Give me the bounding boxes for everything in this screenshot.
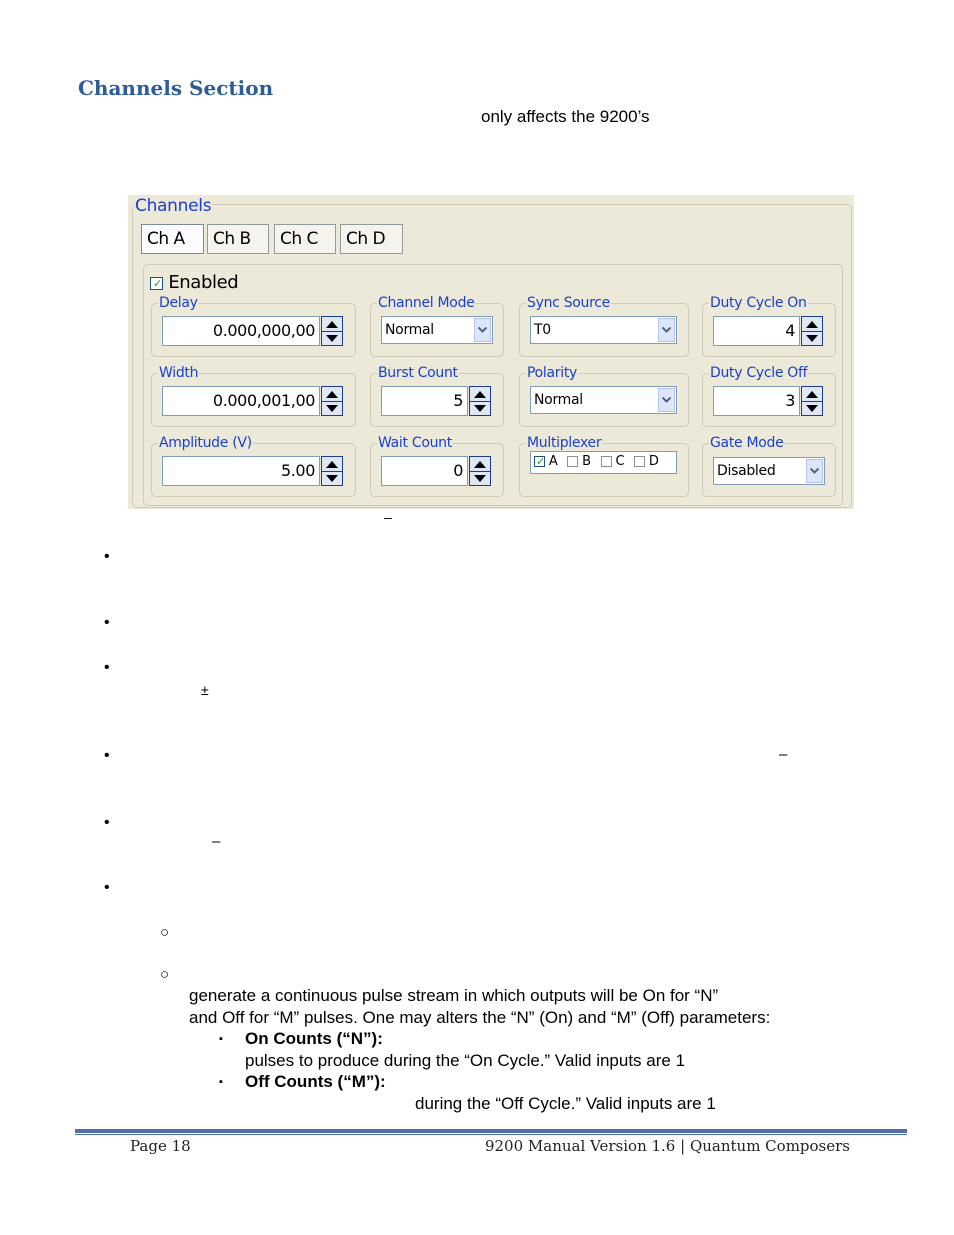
channel-mode-value: Normal bbox=[385, 322, 434, 338]
sub-bullet-icon: ○ bbox=[160, 966, 170, 983]
spin-up-icon[interactable] bbox=[322, 457, 342, 471]
spin-down-icon[interactable] bbox=[470, 471, 490, 485]
bullet-icon: • bbox=[104, 879, 110, 896]
duty-cycle-on-label: Duty Cycle On bbox=[710, 295, 807, 311]
checkmark-icon: ✓ bbox=[536, 455, 545, 468]
delay-spinner[interactable] bbox=[321, 316, 343, 346]
channel-mode-label: Channel Mode bbox=[378, 295, 475, 311]
manual-version: 9200 Manual Version 1.6 | Quantum Composers bbox=[484, 1137, 850, 1155]
duty-cycle-line-1: generate a continuous pulse stream in which outputs will be On for “N” bbox=[189, 986, 719, 1005]
mux-option-d[interactable] bbox=[634, 454, 659, 469]
channels-title: Channels bbox=[135, 196, 212, 216]
checkbox-icon bbox=[534, 456, 545, 467]
channel-mode-select[interactable] bbox=[381, 316, 493, 344]
enabled-label: Enabled bbox=[168, 272, 239, 293]
duty-cycle-on-input[interactable]: 4 bbox=[713, 316, 800, 346]
plusminus-symbol: ± bbox=[201, 682, 209, 698]
duty-cycle-off-spinner[interactable] bbox=[801, 386, 823, 416]
en-dash: – bbox=[779, 746, 788, 763]
spin-down-icon[interactable] bbox=[802, 401, 822, 415]
checkbox-icon bbox=[634, 456, 645, 467]
square-bullet-icon: ▪ bbox=[219, 1033, 223, 1045]
sync-source-value: T0 bbox=[534, 322, 551, 338]
footer-rule bbox=[75, 1129, 907, 1133]
amplitude-input[interactable]: 5.00 bbox=[162, 456, 320, 486]
checkbox-icon bbox=[150, 277, 163, 290]
bullet-icon: • bbox=[104, 548, 110, 565]
channels-panel bbox=[128, 195, 854, 509]
polarity-value: Normal bbox=[534, 392, 583, 408]
wait-count-spinner[interactable] bbox=[469, 456, 491, 486]
burst-count-input[interactable]: 5 bbox=[381, 386, 468, 416]
bullet-icon: • bbox=[104, 659, 110, 676]
bullet-icon: • bbox=[104, 614, 110, 631]
off-counts-label: Off Counts (“M”): bbox=[245, 1072, 386, 1091]
enabled-checkbox[interactable] bbox=[150, 272, 240, 293]
sync-source-label: Sync Source bbox=[527, 295, 610, 311]
duty-cycle-line-2: and Off for “M” pulses. One may alters the “N” (On) and “M” (Off) parameters: bbox=[189, 1008, 771, 1027]
chevron-down-icon[interactable] bbox=[658, 318, 675, 342]
multiplexer-options bbox=[530, 451, 677, 474]
burst-count-spinner[interactable] bbox=[469, 386, 491, 416]
checkmark-icon: ✓ bbox=[153, 276, 162, 290]
on-counts-text: pulses to produce during the “On Cycle.” Valid inputs are 1 bbox=[245, 1051, 686, 1070]
spin-down-icon[interactable] bbox=[802, 331, 822, 345]
wait-count-input[interactable]: 0 bbox=[381, 456, 468, 486]
on-counts-label: On Counts (“N”): bbox=[245, 1029, 383, 1048]
duty-cycle-off-input[interactable]: 3 bbox=[713, 386, 800, 416]
delay-input[interactable]: 0.000,000,00 bbox=[162, 316, 320, 346]
spin-up-icon[interactable] bbox=[802, 387, 822, 401]
gate-mode-select[interactable] bbox=[713, 457, 825, 485]
width-label: Width bbox=[159, 365, 199, 381]
page-number: Page 18 bbox=[130, 1137, 191, 1155]
sync-source-select[interactable] bbox=[530, 316, 677, 344]
multiplexer-label: Multiplexer bbox=[527, 435, 602, 451]
amplitude-label: Amplitude (V) bbox=[159, 435, 252, 451]
burst-count-label: Burst Count bbox=[378, 365, 458, 381]
spin-down-icon[interactable] bbox=[322, 471, 342, 485]
spin-up-icon[interactable] bbox=[322, 317, 342, 331]
sub-bullet-icon: ○ bbox=[160, 924, 170, 941]
mux-option-c[interactable] bbox=[601, 454, 625, 469]
spin-up-icon[interactable] bbox=[470, 457, 490, 471]
section-heading: Channels Section bbox=[78, 76, 274, 100]
spin-up-icon[interactable] bbox=[322, 387, 342, 401]
mux-option-a[interactable] bbox=[534, 454, 557, 469]
mux-label-d: D bbox=[648, 454, 659, 469]
intro-text: only affects the 9200’s bbox=[481, 107, 650, 126]
chevron-down-icon[interactable] bbox=[658, 388, 675, 412]
mux-label-c: C bbox=[615, 454, 625, 469]
bullet-icon: • bbox=[104, 747, 110, 764]
chevron-down-icon[interactable] bbox=[806, 459, 823, 483]
delay-label: Delay bbox=[159, 295, 198, 311]
duty-cycle-on-spinner[interactable] bbox=[801, 316, 823, 346]
spin-down-icon[interactable] bbox=[322, 401, 342, 415]
spin-down-icon[interactable] bbox=[470, 401, 490, 415]
tab-ch-a[interactable]: Ch A bbox=[141, 224, 204, 254]
mux-label-a: A bbox=[548, 454, 558, 469]
spin-up-icon[interactable] bbox=[470, 387, 490, 401]
tab-ch-b[interactable]: Ch B bbox=[207, 224, 269, 254]
gate-mode-label: Gate Mode bbox=[710, 435, 784, 451]
mux-option-b[interactable] bbox=[567, 454, 590, 469]
polarity-label: Polarity bbox=[527, 365, 577, 381]
square-bullet-icon: ▪ bbox=[219, 1076, 223, 1088]
checkbox-icon bbox=[601, 456, 612, 467]
amplitude-spinner[interactable] bbox=[321, 456, 343, 486]
spin-up-icon[interactable] bbox=[802, 317, 822, 331]
tab-ch-c[interactable]: Ch C bbox=[274, 224, 336, 254]
wait-count-label: Wait Count bbox=[378, 435, 452, 451]
en-dash: – bbox=[212, 833, 221, 850]
spin-down-icon[interactable] bbox=[322, 331, 342, 345]
duty-cycle-off-label: Duty Cycle Off bbox=[710, 365, 808, 381]
checkbox-icon bbox=[567, 456, 578, 467]
chevron-down-icon[interactable] bbox=[474, 318, 491, 342]
tab-ch-d[interactable]: Ch D bbox=[340, 224, 403, 254]
gate-mode-value: Disabled bbox=[717, 463, 776, 479]
polarity-select[interactable] bbox=[530, 386, 677, 414]
caption-dash: – bbox=[384, 509, 392, 525]
mux-label-b: B bbox=[582, 454, 591, 469]
width-spinner[interactable] bbox=[321, 386, 343, 416]
off-counts-text: during the “Off Cycle.” Valid inputs are 1 bbox=[415, 1094, 716, 1113]
bullet-icon: • bbox=[104, 814, 110, 831]
footer-rule-thin bbox=[75, 1134, 907, 1135]
width-input[interactable]: 0.000,001,00 bbox=[162, 386, 320, 416]
